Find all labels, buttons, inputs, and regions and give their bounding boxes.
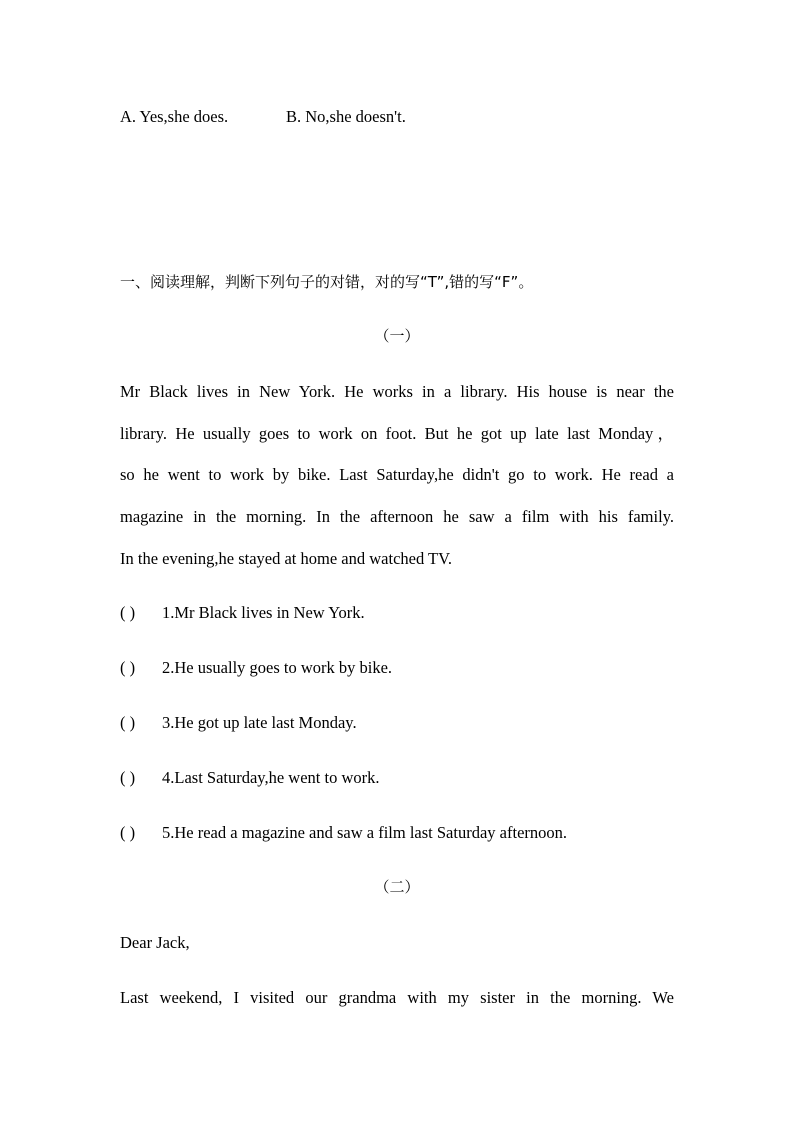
question-text: 1.Mr Black lives in New York. xyxy=(162,603,365,622)
part2-label: （二） xyxy=(374,878,420,896)
section-heading: 一、阅读理解，判断下列句子的对错，对的写“T”,错的写“F”。 xyxy=(120,273,534,291)
passage-line: Mr Black lives in New York. He works in a library. His house is near the xyxy=(120,382,674,401)
question-item xyxy=(120,823,567,843)
question-item xyxy=(120,768,380,788)
passage-line: library. He usually goes to work on foot. But he got up late last Monday， xyxy=(120,424,674,443)
question-item xyxy=(120,603,365,623)
question-text: 3.He got up late last Monday. xyxy=(162,713,357,732)
question-text: 4.Last Saturday,he went to work. xyxy=(162,768,380,787)
question-item xyxy=(120,713,357,733)
passage-line: In the evening,he stayed at home and watched TV. xyxy=(120,549,453,568)
option-a: A. Yes,she does. xyxy=(120,107,229,126)
answer-blank[interactable]: ( ) xyxy=(120,823,136,842)
question-text: 5.He read a magazine and saw a film last Saturday afternoon. xyxy=(162,823,568,842)
answer-blank[interactable]: ( ) xyxy=(120,768,136,787)
part1-label: （一） xyxy=(374,327,420,345)
answer-blank[interactable]: ( ) xyxy=(120,603,136,622)
letter-greeting: Dear Jack, xyxy=(120,933,190,952)
answer-blank[interactable]: ( ) xyxy=(120,713,136,732)
option-b: B. No,she doesn't. xyxy=(286,107,406,126)
question-item xyxy=(120,658,392,678)
passage-line: so he went to work by bike. Last Saturday,he didn't go to work. He read a xyxy=(120,465,674,484)
passage-line: magazine in the morning. In the afternoon he saw a film with his family. xyxy=(120,507,674,526)
question-text: 2.He usually goes to work by bike. xyxy=(162,658,393,677)
answer-blank[interactable]: ( ) xyxy=(120,658,136,677)
letter-line: Last weekend, I visited our grandma with my sister in the morning. We xyxy=(120,988,674,1007)
